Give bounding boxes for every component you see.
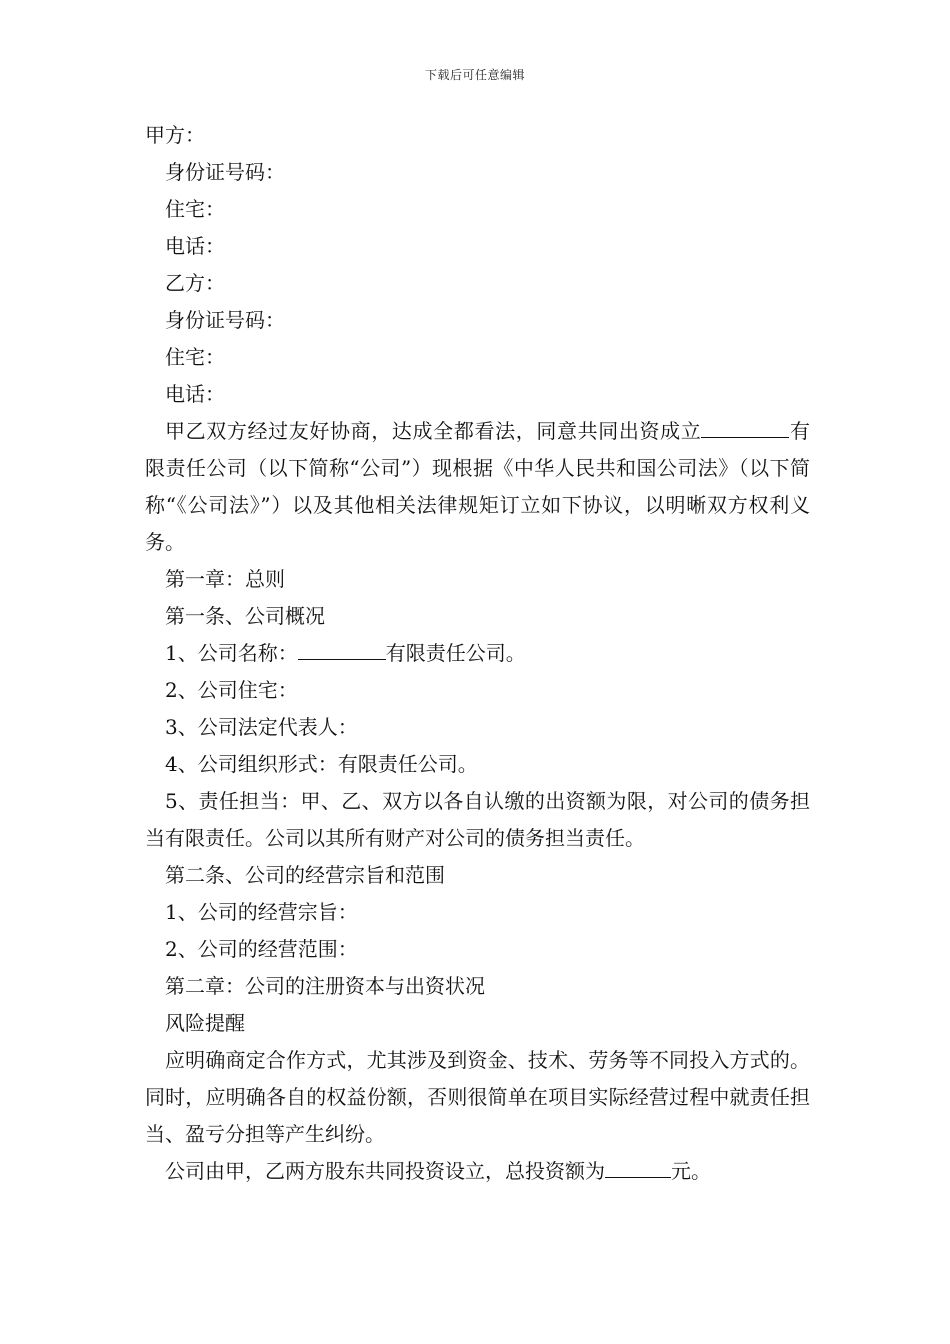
risk-paragraph: 应明确商定合作方式，尤其涉及到资金、技术、劳务等不同投入方式的。同时，应明确各自的权益份额，否则很简单在项目实际经营过程中就责任担当、盈亏分担等产生纠纷。: [145, 1048, 810, 1146]
document-body: [145, 117, 810, 1190]
party-b-address-label: 住宅：: [165, 345, 225, 369]
party-b-phone-label: 电话：: [165, 382, 225, 406]
investment-line: [145, 1153, 810, 1190]
company-name-field-blank: [298, 637, 386, 660]
party-a-phone-label: 电话：: [165, 234, 225, 258]
article2-title: 第二条、公司的经营宗旨和范围: [165, 863, 445, 887]
intro-part1: 甲乙双方经过友好协商，达成全都看法，同意共同出资成立: [165, 419, 702, 443]
party-a-title: 甲方：: [145, 123, 205, 147]
article2-item1: 1、公司的经营宗旨：: [165, 900, 358, 924]
party-a-address-label: 住宅：: [165, 197, 225, 221]
article1-item1: [145, 635, 810, 672]
header-note: 下载后可任意编辑: [424, 68, 525, 82]
investment-amount-blank: [605, 1155, 671, 1178]
company-name-blank: [701, 415, 789, 438]
article1-item3: 3、公司法定代表人：: [165, 715, 358, 739]
article1-item1-suffix: 有限责任公司。: [385, 641, 526, 665]
risk-title: 风险提醒: [165, 1011, 245, 1035]
chapter2-title: 第二章：公司的注册资本与出资状况: [165, 974, 485, 998]
article1-item1-prefix: 1、公司名称：: [165, 641, 298, 665]
chapter1-title: 第一章：总则: [165, 567, 285, 591]
investment-prefix: 公司由甲，乙两方股东共同投资设立，总投资额为: [165, 1159, 605, 1183]
article1-item2: 2、公司住宅：: [165, 678, 298, 702]
party-b-title: 乙方：: [165, 271, 225, 295]
investment-suffix: 元。: [671, 1159, 711, 1183]
article1-item5: 5、责任担当：甲、乙、双方以各自认缴的出资额为限，对公司的债务担当有限责任。公司以其所有财产对公司的债务担当责任。: [145, 789, 810, 850]
article1-item4: 4、公司组织形式：有限责任公司。: [165, 752, 478, 776]
intro-part2: 有限责任公司（以下简称“公司”）现根据《中华人民共和国公司法》（以下简称“《公司法》”）以及其他相关法律规矩订立如下协议，以明晰双方权利义务。: [145, 419, 811, 554]
article2-item2: 2、公司的经营范围：: [165, 937, 358, 961]
intro-paragraph: [145, 413, 810, 561]
party-b-id-label: 身份证号码：: [165, 308, 285, 332]
party-a-id-label: 身份证号码：: [165, 160, 285, 184]
article1-title: 第一条、公司概况: [165, 604, 325, 628]
